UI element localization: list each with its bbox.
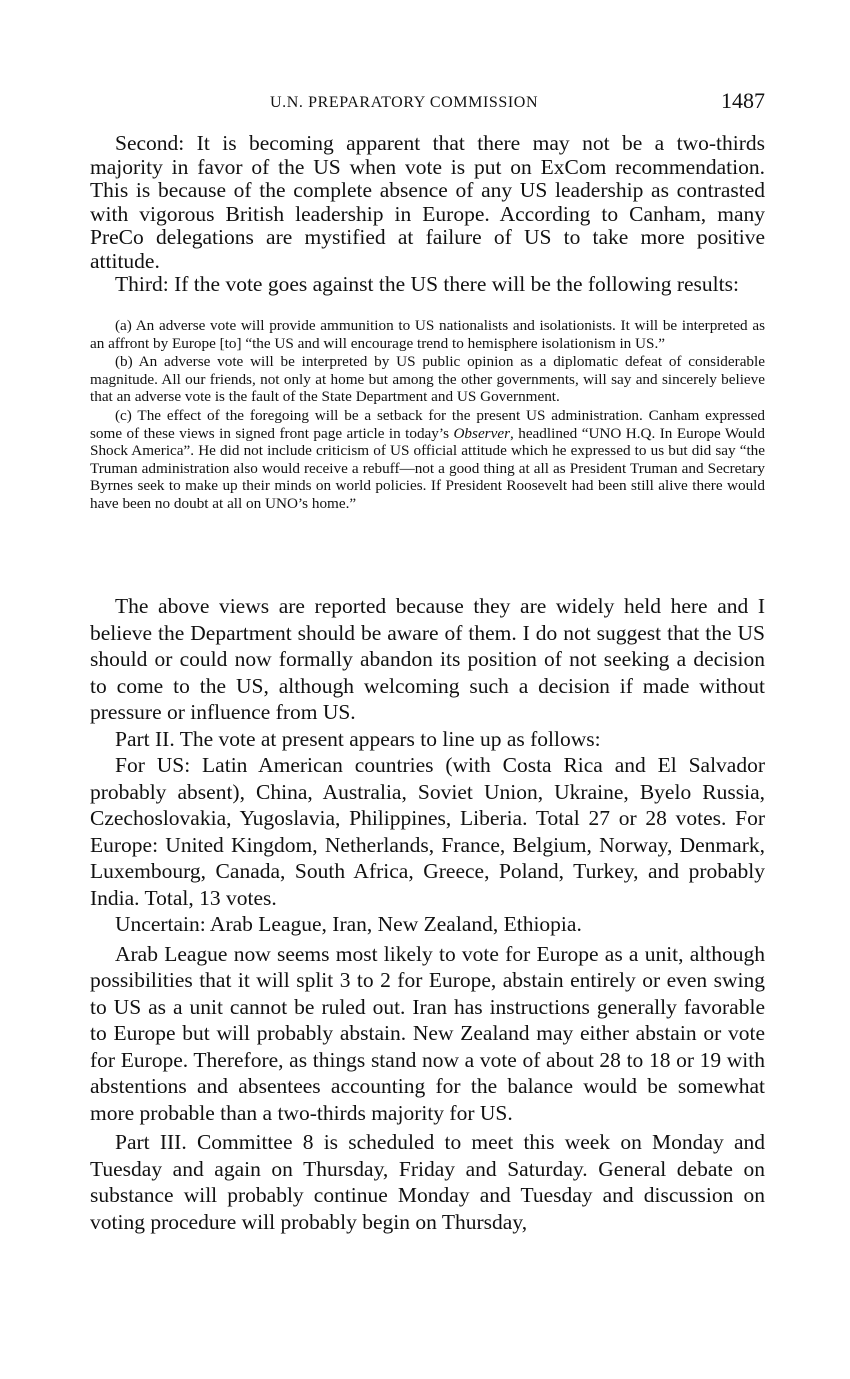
paragraph-uncertain: Uncertain: Arab League, Iran, New Zealand, Ethiopia. [115,912,582,936]
paragraph-arab-league: Arab League now seems most likely to vote for Europe as a unit, although possibilities that it will split 3 to 2 for Europe, abstain entirely or even swing to US as a unit cannot be ruled out. Iran has instructions generally favorable to Europe but will probably abstain. New Zealand may either abstain or vote for Europe. Therefore, as things stand now a vote of about 28 to 18 or 19 with abstentions and absentees accounting for the balance would be somewhat more probable than a two-thirds majority for US. [90,941,765,1125]
main-section [90,593,765,1235]
paragraph-part-3: Part III. Committee 8 is scheduled to meet this week on Monday and Tuesday and again on Thursday, Friday and Saturday. General debate on substance will probably continue Monday and Tuesday and discussion on voting procedure will probably begin on Thursday, [90,1130,765,1234]
paragraph-third: Third: If the vote goes against the US there will be the following results: [115,272,739,296]
newspaper-title: Observer [453,424,510,442]
intro-section [90,132,765,297]
paragraph-part-2: Part II. The vote at present appears to line up as follows: [115,726,601,751]
page-number: 1487 [721,88,765,113]
result-item-c-text-1: (c) The effect of the foregoing will be a setback for the present US administration. Canham expressed some of these views in signed front page article in today’s [90,406,765,442]
result-item-c [90,407,765,513]
result-item-a: (a) An adverse vote will provide ammunition to US nationalists and isolationists. It will be interpreted as an affront by Europe [to] “the US and will encourage trend to hemisphere isolationism in US.” [90,317,765,352]
running-head: U.N. PREPARATORY COMMISSION [270,94,539,111]
result-item-c-text-2: , headlined “UNO H.Q. In Europe Would Shock America”. He did not include criticism of US official attitude which he expressed to us but did say “the Truman administration also would receive a rebuff—not a good thing at all as President Truman and Secretary Byrnes seek to make up their minds on world policies. If President Roosevelt had been still alive there would have been no doubt at all on UNO’s home.” [90,424,765,512]
page-header [90,88,765,116]
paragraph-second: Second: It is becoming apparent that there may not be a two-thirds majority in favor of the US when vote is put on ExCom recommendation. This is because of the complete absence of any US leadership as contrasted with vigorous British leadership in Europe. According to Canham, many PreCo delegations are mystified at failure of US to take more positive attitude. [90,131,765,273]
result-item-b: (b) An adverse vote will be interpreted by US public opinion as a diplomatic defeat of considerable magnitude. All our friends, not only at home but among the other governments, will say and sincerely believe that an adverse vote is the fault of the State Department and US Government. [90,353,765,406]
paragraph-views: The above views are reported because they are widely held here and I believe the Department should be aware of them. I do not suggest that the US should or could now formally abandon its position of not seeking a decision to come to the US, although welcoming such a decision if made without pressure or influence from US. [90,594,765,724]
paragraph-for-us: For US: Latin American countries (with Costa Rica and El Salvador probably absent), China, Australia, Soviet Union, Ukraine, Byelo Russia, Czechoslovakia, Yugoslavia, Philippines, Liberia. Total 27 or 28 votes. For Europe: United Kingdom, Netherlands, France, Belgium, Norway, Denmark, Luxembourg, Canada, South Africa, Greece, Poland, Turkey, and probably India. Total, 13 votes. [90,753,765,910]
results-list [90,317,765,514]
